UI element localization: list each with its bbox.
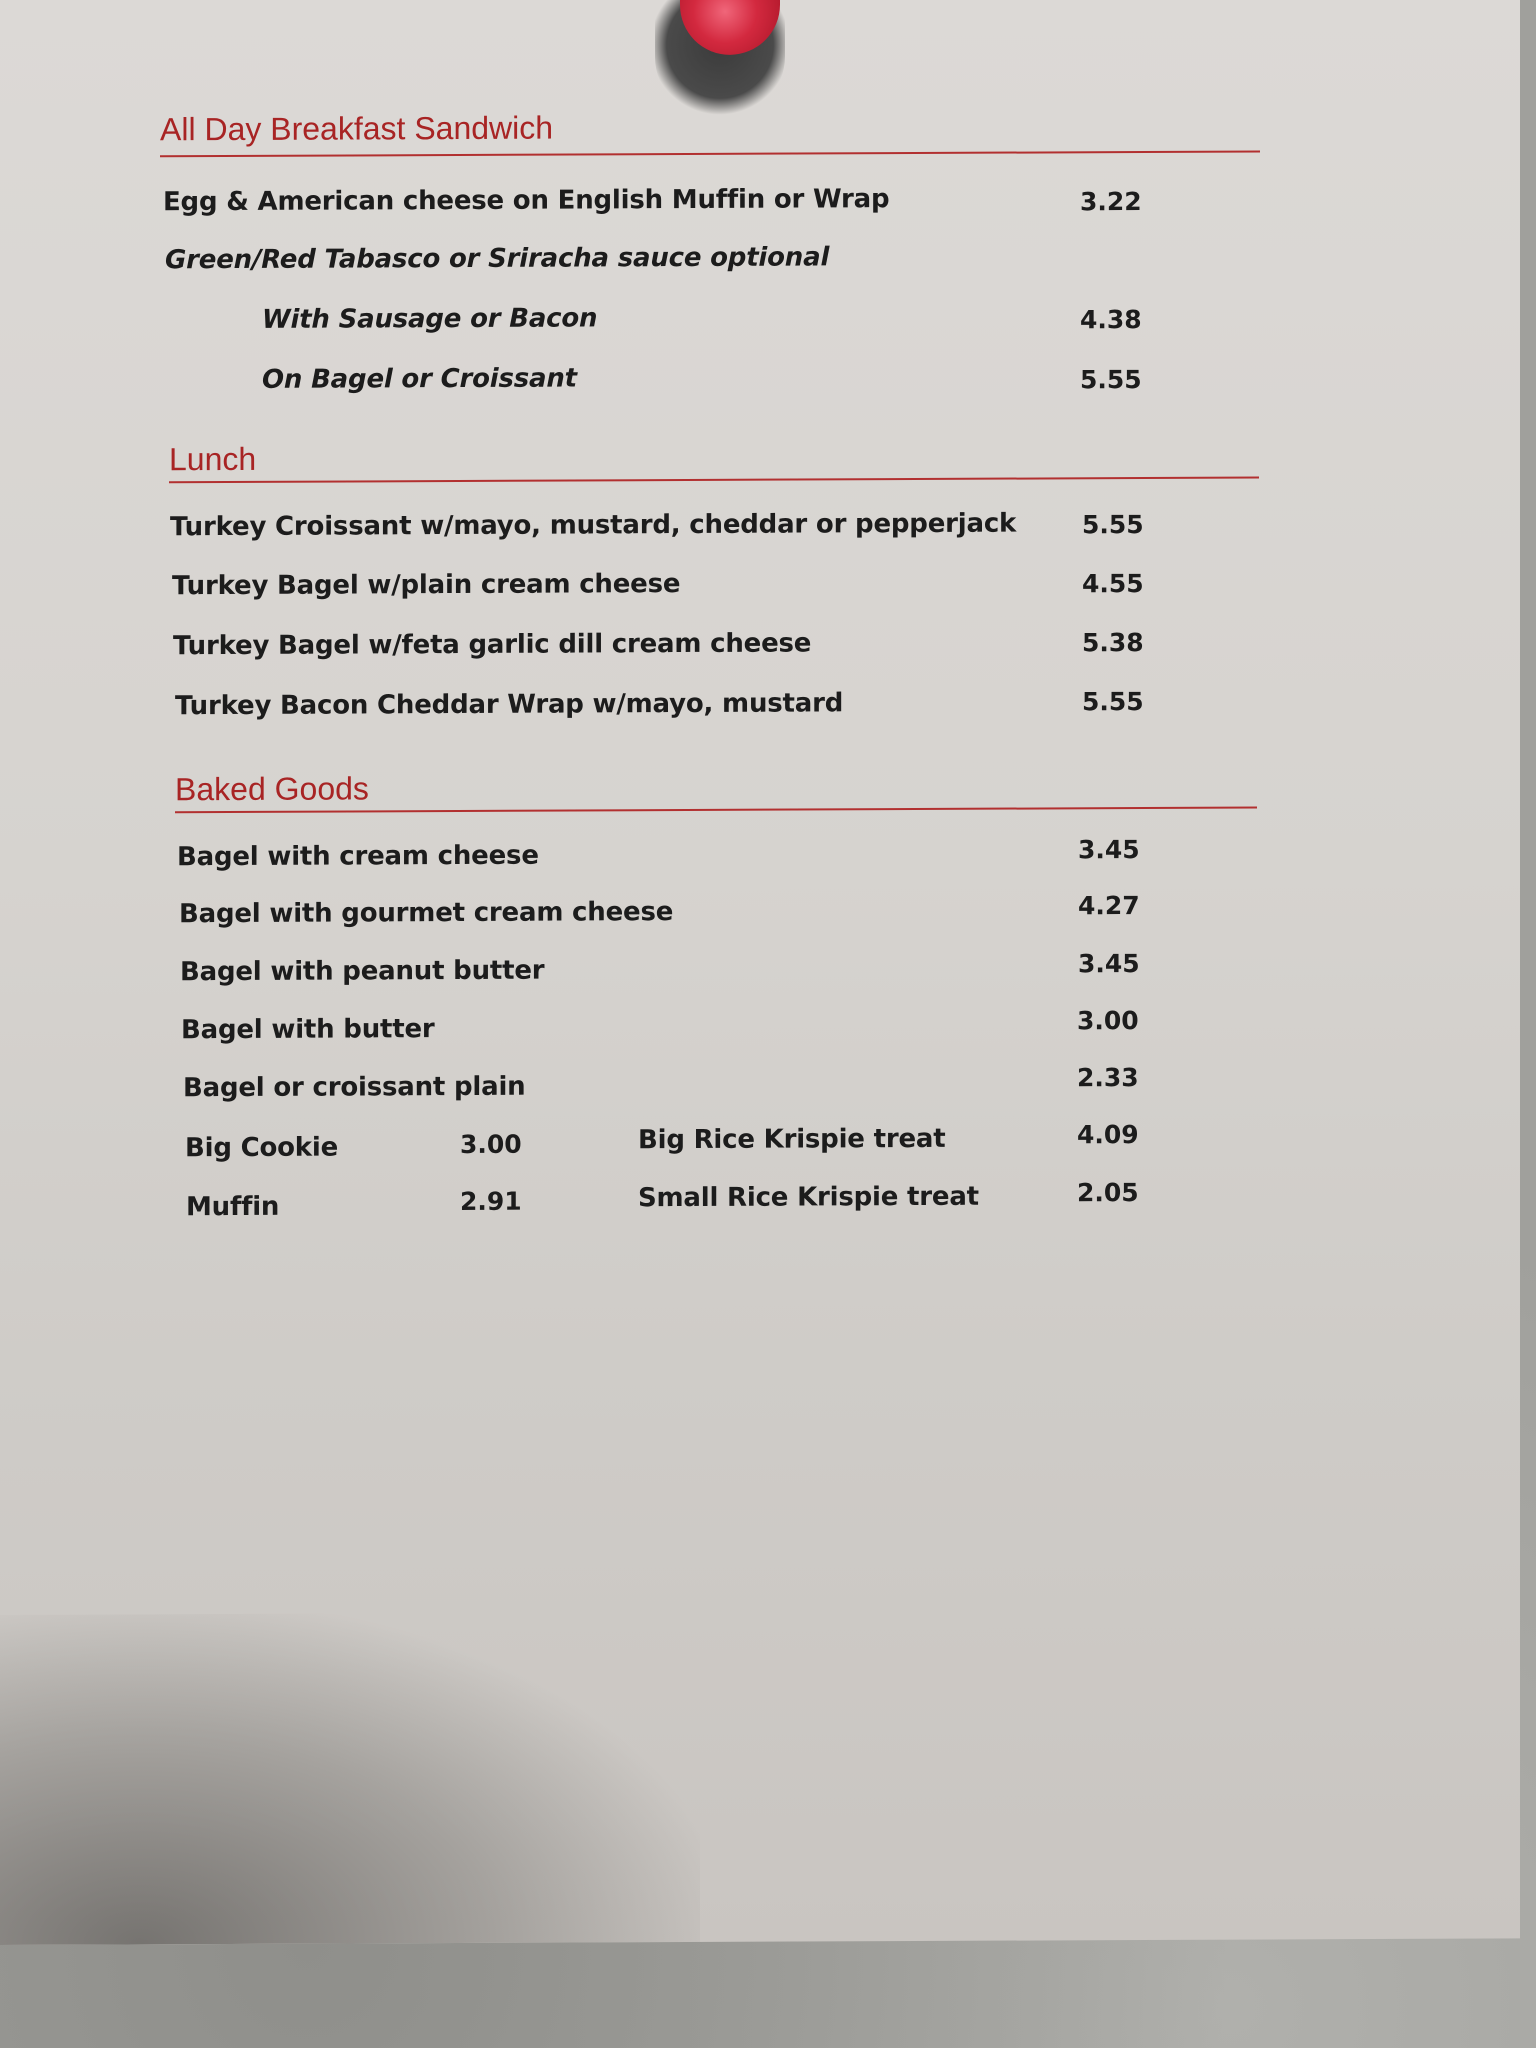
menu-item-name: Big Cookie — [185, 1132, 339, 1164]
menu-item-price: 3.00 — [1077, 1006, 1139, 1036]
menu-item-name: With Sausage or Bacon — [262, 303, 598, 335]
menu-item-name: Turkey Bacon Cheddar Wrap w/mayo, mustard — [175, 688, 844, 722]
menu-item-price: 2.33 — [1077, 1063, 1139, 1093]
menu-item-name: Bagel with gourmet cream cheese — [179, 897, 674, 930]
menu-item-name: Bagel with butter — [181, 1014, 435, 1046]
menu-item-name: Small Rice Krispie treat — [638, 1181, 979, 1214]
menu-item-price: 3.45 — [1078, 949, 1140, 979]
menu-item-price: 4.55 — [1082, 569, 1144, 599]
menu-item-name: Turkey Bagel w/feta garlic dill cream cheese — [173, 628, 812, 662]
menu-item-note: Green/Red Tabasco or Sriracha sauce optional — [165, 242, 830, 276]
menu-item-price: 4.27 — [1078, 891, 1140, 921]
section-title-breakfast: All Day Breakfast Sandwich — [160, 109, 554, 148]
menu-item-price: 5.55 — [1082, 687, 1144, 717]
menu-item-price: 2.05 — [1077, 1178, 1139, 1208]
shadow — [0, 1612, 700, 1945]
menu-item-price: 5.55 — [1080, 365, 1142, 395]
menu-item-name: Egg & American cheese on English Muffin or Wrap — [163, 184, 890, 218]
menu-item-price: 3.22 — [1080, 187, 1142, 217]
menu-item-name: On Bagel or Croissant — [262, 363, 577, 395]
menu-item-name: Big Rice Krispie treat — [638, 1123, 946, 1156]
section-title-baked-goods: Baked Goods — [175, 770, 369, 808]
menu-item-price: 2.91 — [460, 1186, 522, 1216]
menu-item-name: Bagel or croissant plain — [183, 1071, 526, 1104]
menu-item-name: Turkey Bagel w/plain cream cheese — [172, 569, 681, 602]
section-title-lunch: Lunch — [169, 440, 257, 478]
menu-item-price: 5.55 — [1082, 510, 1144, 540]
menu-item-price: 3.45 — [1078, 835, 1140, 865]
menu-item-name: Bagel with peanut butter — [180, 955, 545, 988]
menu-item-price: 4.09 — [1077, 1120, 1139, 1150]
menu-item-name: Turkey Croissant w/mayo, mustard, cheddar or pepperjack — [170, 508, 1017, 543]
section-rule — [169, 477, 1259, 484]
menu-item-price: 5.38 — [1082, 628, 1144, 658]
menu-item-price: 3.00 — [460, 1129, 522, 1159]
section-rule — [160, 151, 1260, 158]
menu-item-name: Bagel with cream cheese — [177, 840, 539, 873]
menu-item-name: Muffin — [186, 1191, 280, 1223]
menu-item-price: 4.38 — [1080, 305, 1142, 335]
